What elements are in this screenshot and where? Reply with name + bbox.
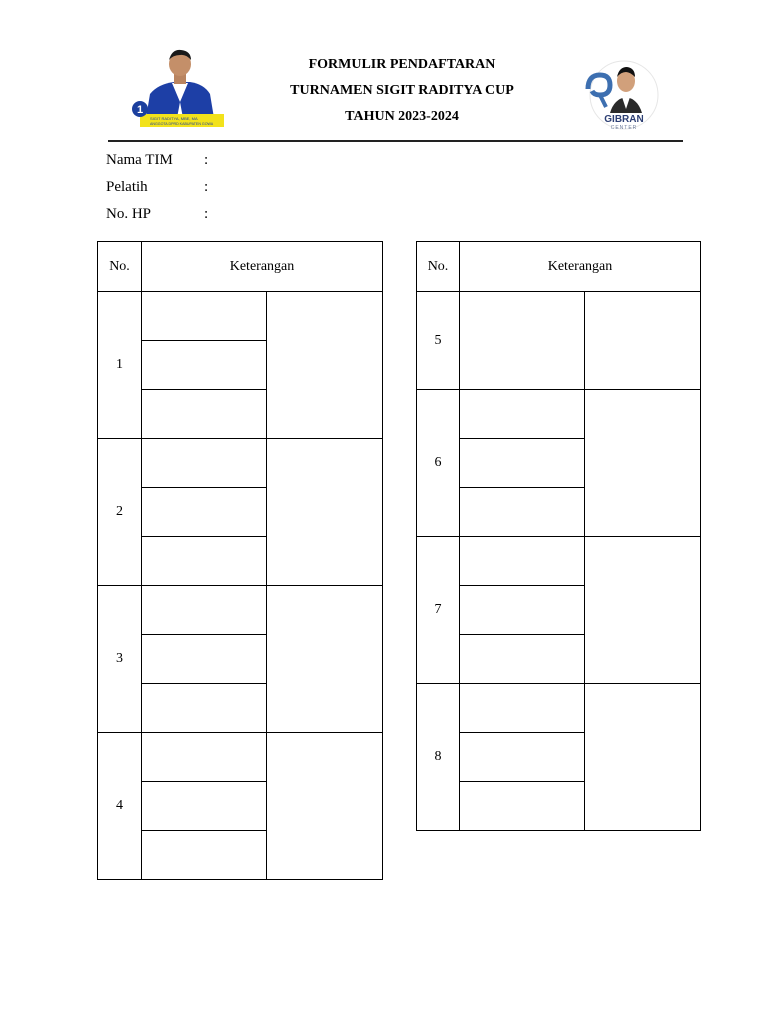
team-name-label: Nama TIM [106,152,173,168]
row-number-2: 2 [98,439,142,586]
form-title: FORMULIR PENDAFTARAN [308,57,496,72]
entry-cell[interactable] [142,390,267,439]
entry-cell-merged[interactable] [460,292,585,390]
row-number-4: 4 [98,733,142,880]
remarks-cell[interactable] [267,439,383,586]
column-header-keterangan: Keterangan [460,242,701,292]
phone-colon: : [204,206,209,222]
entry-cell[interactable] [142,733,267,782]
registration-table-right [416,241,701,831]
remarks-cell[interactable] [585,537,701,684]
candidate-caption-name: SIGIT RADITYA, MBE, MA [150,116,198,121]
row-number-7: 7 [417,537,460,684]
entry-cell[interactable] [142,488,267,537]
candidate-number-badge: 1 [136,104,144,116]
gibran-logo-subtext: CENTER [610,125,638,131]
entry-cell[interactable] [142,537,267,586]
row-number-6: 6 [417,390,460,537]
candidate-photo-logo [128,46,226,132]
entry-cell[interactable] [460,488,585,537]
entry-cell[interactable] [460,635,585,684]
season-title: TAHUN 2023-2024 [345,109,459,124]
candidate-caption-position: ANGGOTA DPRD KABUPATEN GOWA [150,122,214,126]
column-header-keterangan: Keterangan [142,242,383,292]
remarks-cell[interactable] [267,733,383,880]
coach-label: Pelatih [106,179,148,195]
gibran-center-logo [580,55,662,135]
column-header-no: No. [98,242,142,292]
phone-label: No. HP [106,206,152,222]
entry-cell[interactable] [460,733,585,782]
remarks-cell[interactable] [585,684,701,831]
entry-cell[interactable] [460,439,585,488]
remarks-cell[interactable] [267,586,383,733]
entry-cell[interactable] [460,586,585,635]
row-number-5: 5 [417,292,460,390]
header-divider [108,140,683,142]
entry-cell[interactable] [460,390,585,439]
remarks-cell[interactable] [585,292,701,390]
registration-table-left [97,241,383,880]
row-number-8: 8 [417,684,460,831]
entry-cell[interactable] [142,635,267,684]
entry-cell[interactable] [142,684,267,733]
entry-cell[interactable] [142,439,267,488]
entry-cell[interactable] [460,684,585,733]
row-number-1: 1 [98,292,142,439]
entry-cell[interactable] [142,586,267,635]
team-name-colon: : [204,152,209,168]
entry-cell[interactable] [460,537,585,586]
remarks-cell[interactable] [267,292,383,439]
row-number-3: 3 [98,586,142,733]
remarks-cell[interactable] [585,390,701,537]
entry-cell[interactable] [142,782,267,831]
entry-cell[interactable] [142,831,267,880]
entry-cell[interactable] [142,292,267,341]
coach-colon: : [204,179,209,195]
gibran-logo-text: GIBRAN [604,114,644,125]
tournament-title: TURNAMEN SIGIT RADITYA CUP [290,83,514,98]
entry-cell[interactable] [460,782,585,831]
column-header-no: No. [417,242,460,292]
entry-cell[interactable] [142,341,267,390]
